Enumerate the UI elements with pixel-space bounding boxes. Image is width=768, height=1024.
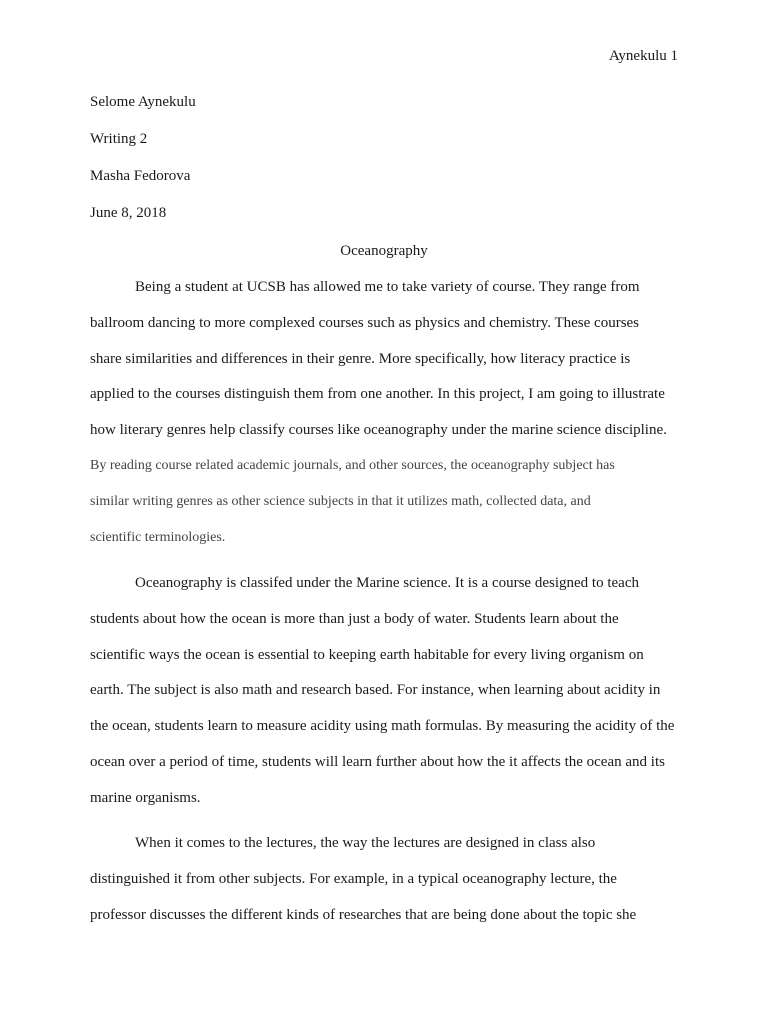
author-name: Selome Aynekulu <box>90 94 196 110</box>
paragraph-line: earth. The subject is also math and research based. For instance, when learning about acidity in <box>90 682 661 699</box>
paragraph-line: distinguished it from other subjects. For example, in a typical oceanography lecture, the <box>90 870 617 887</box>
paragraph-1 <box>90 277 678 563</box>
paragraph-line: students about how the ocean is more than just a body of water. Students learn about the <box>90 610 619 627</box>
paragraph-line: the ocean, students learn to measure acidity using math formulas. By measuring the acidity of the <box>90 718 675 735</box>
paragraph-line: scientific ways the ocean is essential to keeping earth habitable for every living organism on <box>90 646 644 663</box>
paragraph-3 <box>90 833 678 940</box>
instructor-name: Masha Fedorova <box>90 168 191 184</box>
running-head: Aynekulu 1 <box>608 48 678 64</box>
paragraph-line: By reading course related academic journals, and other sources, the oceanography subject has <box>90 457 615 473</box>
document-title: Oceanography <box>340 243 428 259</box>
paragraph-2 <box>90 573 678 824</box>
paragraph-line: how literary genres help classify courses like oceanography under the marine science discipline. <box>90 422 667 439</box>
paragraph-line: ballroom dancing to more complexed courses such as physics and chemistry. These courses <box>90 314 640 331</box>
document-date: June 8, 2018 <box>90 205 167 221</box>
paragraph-line: share similarities and differences in their genre. More specifically, how literacy practice is <box>90 350 631 367</box>
paragraph-line: scientific terminologies. <box>90 529 226 545</box>
paragraph-line: When it comes to the lectures, the way the lectures are designed in class also <box>135 835 596 851</box>
paragraph-line: similar writing genres as other science subjects in that it utilizes math, collected data, and <box>90 493 591 509</box>
paragraph-line: ocean over a period of time, students will learn further about how the it affects the ocean and its <box>90 753 665 770</box>
paragraph-line: marine organisms. <box>90 789 201 806</box>
paragraph-line: professor discusses the different kinds of researches that are being done about the topic she <box>90 906 637 923</box>
paragraph-line: applied to the courses distinguish them from one another. In this project, I am going to illustrate <box>90 386 665 403</box>
course-name: Writing 2 <box>90 131 148 147</box>
paragraph-line: Oceanography is classifed under the Marine science. It is a course designed to teach <box>135 575 639 591</box>
paragraph-line: Being a student at UCSB has allowed me to take variety of course. They range from <box>135 279 640 295</box>
